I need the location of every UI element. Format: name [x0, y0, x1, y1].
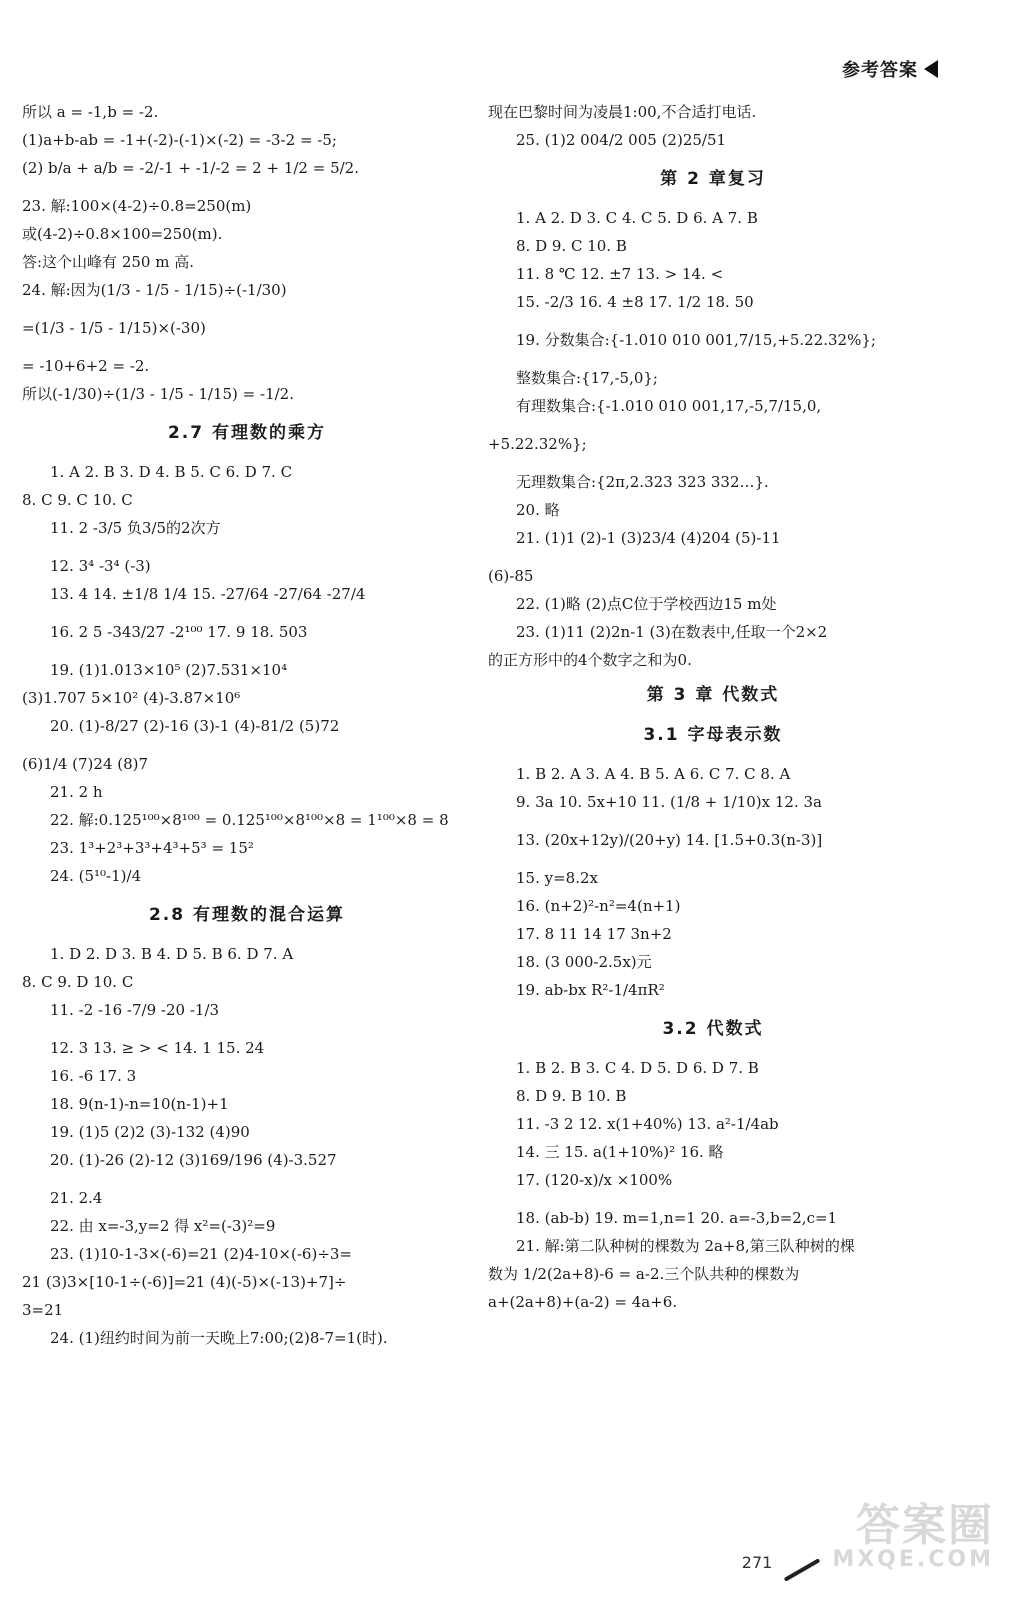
watermark-main: 答案圈 [856, 1500, 994, 1551]
answer-line: 19. ab-bx R²-1/4πR² [516, 981, 665, 999]
answer-line: 20. (1)-8/27 (2)-16 (3)-1 (4)-81/2 (5)72 [50, 717, 340, 735]
answer-line: 24. (5¹⁰-1)/4 [50, 867, 142, 885]
answer-line: 23. 1³+2³+3³+4³+5³ = 15² [50, 839, 254, 857]
answer-line: 所以 a = -1,b = -2. [22, 103, 159, 121]
answer-line: 答:这个山峰有 250 m 高. [22, 253, 194, 271]
answer-line: 8. C 9. C 10. C [22, 491, 133, 509]
answer-line: 19. (1)1.013×10⁵ (2)7.531×10⁴ [50, 661, 288, 679]
section-title: 2.7 有理数的乘方 [167, 423, 327, 443]
answer-line: (2) b/a + a/b = -2/-1 + -1/-2 = 2 + 1/2 = 5/2. [22, 159, 359, 177]
triangle-left-icon [924, 60, 938, 78]
answer-line: 1. A 2. B 3. D 4. B 5. C 6. D 7. C [50, 463, 293, 481]
pen-icon [784, 1558, 821, 1581]
answer-line: 11. 8 ℃ 12. ±7 13. > 14. < [516, 265, 724, 283]
answer-line: 21. 2 h [50, 783, 103, 801]
answer-line: 20. 略 [516, 501, 560, 519]
answer-line: 13. (20x+12y)/(20+y) 14. [1.5+0.3(n-3)] [516, 831, 823, 849]
answer-line: 23. 解:100×(4-2)÷0.8=250(m) [22, 197, 252, 215]
answer-line: 23. (1)11 (2)2n-1 (3)在数表中,任取一个2×2 [516, 623, 828, 641]
answer-line: +5.22.32%}; [488, 435, 587, 453]
answer-line: (6)-85 [488, 567, 534, 585]
answer-line: 1. A 2. D 3. C 4. C 5. D 6. A 7. B [516, 209, 758, 227]
answer-line: 14. 三 15. a(1+10%)² 16. 略 [516, 1143, 724, 1161]
answer-line: (1)a+b-ab = -1+(-2)-(-1)×(-2) = -3-2 = -5; [22, 131, 337, 149]
answer-line: 21. 解:第二队种树的棵数为 2a+8,第三队种树的棵 [516, 1237, 855, 1255]
answer-line: (3)1.707 5×10² (4)-3.87×10⁶ [22, 689, 241, 707]
page-header [842, 56, 938, 82]
answer-line: 11. 2 -3/5 负3/5的2次方 [50, 519, 221, 537]
watermark-url: MXQE.COM [832, 1547, 994, 1572]
watermark [832, 1500, 994, 1572]
answer-line: 或(4-2)÷0.8×100=250(m). [22, 225, 223, 243]
answer-line: 22. (1)略 (2)点C位于学校西边15 m处 [516, 595, 777, 613]
section-title: 3.2 代数式 [662, 1019, 764, 1039]
left-column [22, 100, 472, 1354]
answer-line: 11. -3 2 12. x(1+40%) 13. a²-1/4ab [516, 1115, 779, 1133]
answer-line: 3=21 [22, 1301, 64, 1319]
answer-line: 9. 3a 10. 5x+10 11. (1/8 + 1/10)x 12. 3a [516, 793, 822, 811]
answer-line: =(1/3 - 1/5 - 1/15)×(-30) [22, 319, 206, 337]
answer-line: 16. 2 5 -343/27 -2¹⁰⁰ 17. 9 18. 503 [50, 623, 308, 641]
answer-line: 有理数集合:{-1.010 010 001,17,-5,7/15,0, [516, 397, 822, 415]
answer-line: a+(2a+8)+(a-2) = 4a+6. [488, 1293, 678, 1311]
answer-line: 23. (1)10-1-3×(-6)=21 (2)4-10×(-6)÷3= [50, 1245, 352, 1263]
answer-line: 8. D 9. C 10. B [516, 237, 627, 255]
answer-line: (6)1/4 (7)24 (8)7 [22, 755, 149, 773]
answer-line: 现在巴黎时间为凌晨1:00,不合适打电话. [488, 103, 757, 121]
answer-line: 25. (1)2 004/2 005 (2)25/51 [516, 131, 727, 149]
answer-line: 12. 3 13. ≥ > < 14. 1 15. 24 [50, 1039, 265, 1057]
answer-line: 18. (3 000-2.5x)元 [516, 953, 652, 971]
answer-line: 13. 4 14. ±1/8 1/4 15. -27/64 -27/64 -27/4 [50, 585, 366, 603]
answer-line: 11. -2 -16 -7/9 -20 -1/3 [50, 1001, 220, 1019]
answer-line: 1. D 2. D 3. B 4. D 5. B 6. D 7. A [50, 945, 294, 963]
answer-line: 所以(-1/30)÷(1/3 - 1/5 - 1/15) = -1/2. [22, 385, 294, 403]
right-column [488, 100, 938, 1318]
answer-line: 17. 8 11 14 17 3n+2 [516, 925, 672, 943]
answer-line: 22. 由 x=-3,y=2 得 x²=(-3)²=9 [50, 1217, 276, 1235]
answer-line: 整数集合:{17,-5,0}; [516, 369, 658, 387]
header-title: 参考答案 [842, 60, 918, 81]
chapter-title: 第 3 章 代数式 [646, 685, 780, 705]
answer-line: 1. B 2. B 3. C 4. D 5. D 6. D 7. B [516, 1059, 759, 1077]
answer-line: 12. 3⁴ -3⁴ (-3) [50, 557, 151, 575]
answer-line: 无理数集合:{2π,2.323 323 332…}. [516, 473, 769, 491]
answer-line: 1. B 2. A 3. A 4. B 5. A 6. C 7. C 8. A [516, 765, 791, 783]
answer-line: 19. 分数集合:{-1.010 010 001,7/15,+5.22.32%}; [516, 331, 876, 349]
answer-line: 8. C 9. D 10. C [22, 973, 134, 991]
answer-line: 20. (1)-26 (2)-12 (3)169/196 (4)-3.527 [50, 1151, 337, 1169]
answer-line: 21. (1)1 (2)-1 (3)23/4 (4)204 (5)-11 [516, 529, 781, 547]
answer-line: = -10+6+2 = -2. [22, 357, 150, 375]
section-title: 2.8 有理数的混合运算 [148, 905, 346, 925]
answer-line: 8. D 9. B 10. B [516, 1087, 627, 1105]
answer-line: 21. 2.4 [50, 1189, 103, 1207]
answer-line: 17. (120-x)/x ×100% [516, 1171, 673, 1189]
answer-line: 18. (ab-b) 19. m=1,n=1 20. a=-3,b=2,c=1 [516, 1209, 838, 1227]
answer-line: 16. (n+2)²-n²=4(n+1) [516, 897, 681, 915]
answer-line: 的正方形中的4个数字之和为0. [488, 651, 692, 669]
answer-line: 24. (1)纽约时间为前一天晚上7:00;(2)8-7=1(时). [50, 1329, 388, 1347]
answer-line: 数为 1/2(2a+8)-6 = a-2.三个队共种的棵数为 [488, 1265, 800, 1283]
answer-line: 15. y=8.2x [516, 869, 598, 887]
section-title: 第 2 章复习 [660, 169, 766, 189]
page-number: 271 [741, 1553, 773, 1572]
answer-line: 18. 9(n-1)-n=10(n-1)+1 [50, 1095, 229, 1113]
section-title: 3.1 字母表示数 [643, 725, 783, 745]
page-footer [741, 1500, 994, 1572]
answer-line: 21 (3)3×[10-1÷(-6)]=21 (4)(-5)×(-13)+7]÷ [22, 1273, 347, 1291]
answer-line: 22. 解:0.125¹⁰⁰×8¹⁰⁰ = 0.125¹⁰⁰×8¹⁰⁰×8 = 1¹⁰⁰×8 = 8 [50, 811, 449, 829]
answer-line: 19. (1)5 (2)2 (3)-132 (4)90 [50, 1123, 250, 1141]
answer-line: 24. 解:因为(1/3 - 1/5 - 1/15)÷(-1/30) [22, 281, 287, 299]
answer-line: 15. -2/3 16. 4 ±8 17. 1/2 18. 50 [516, 293, 754, 311]
answer-line: 16. -6 17. 3 [50, 1067, 137, 1085]
